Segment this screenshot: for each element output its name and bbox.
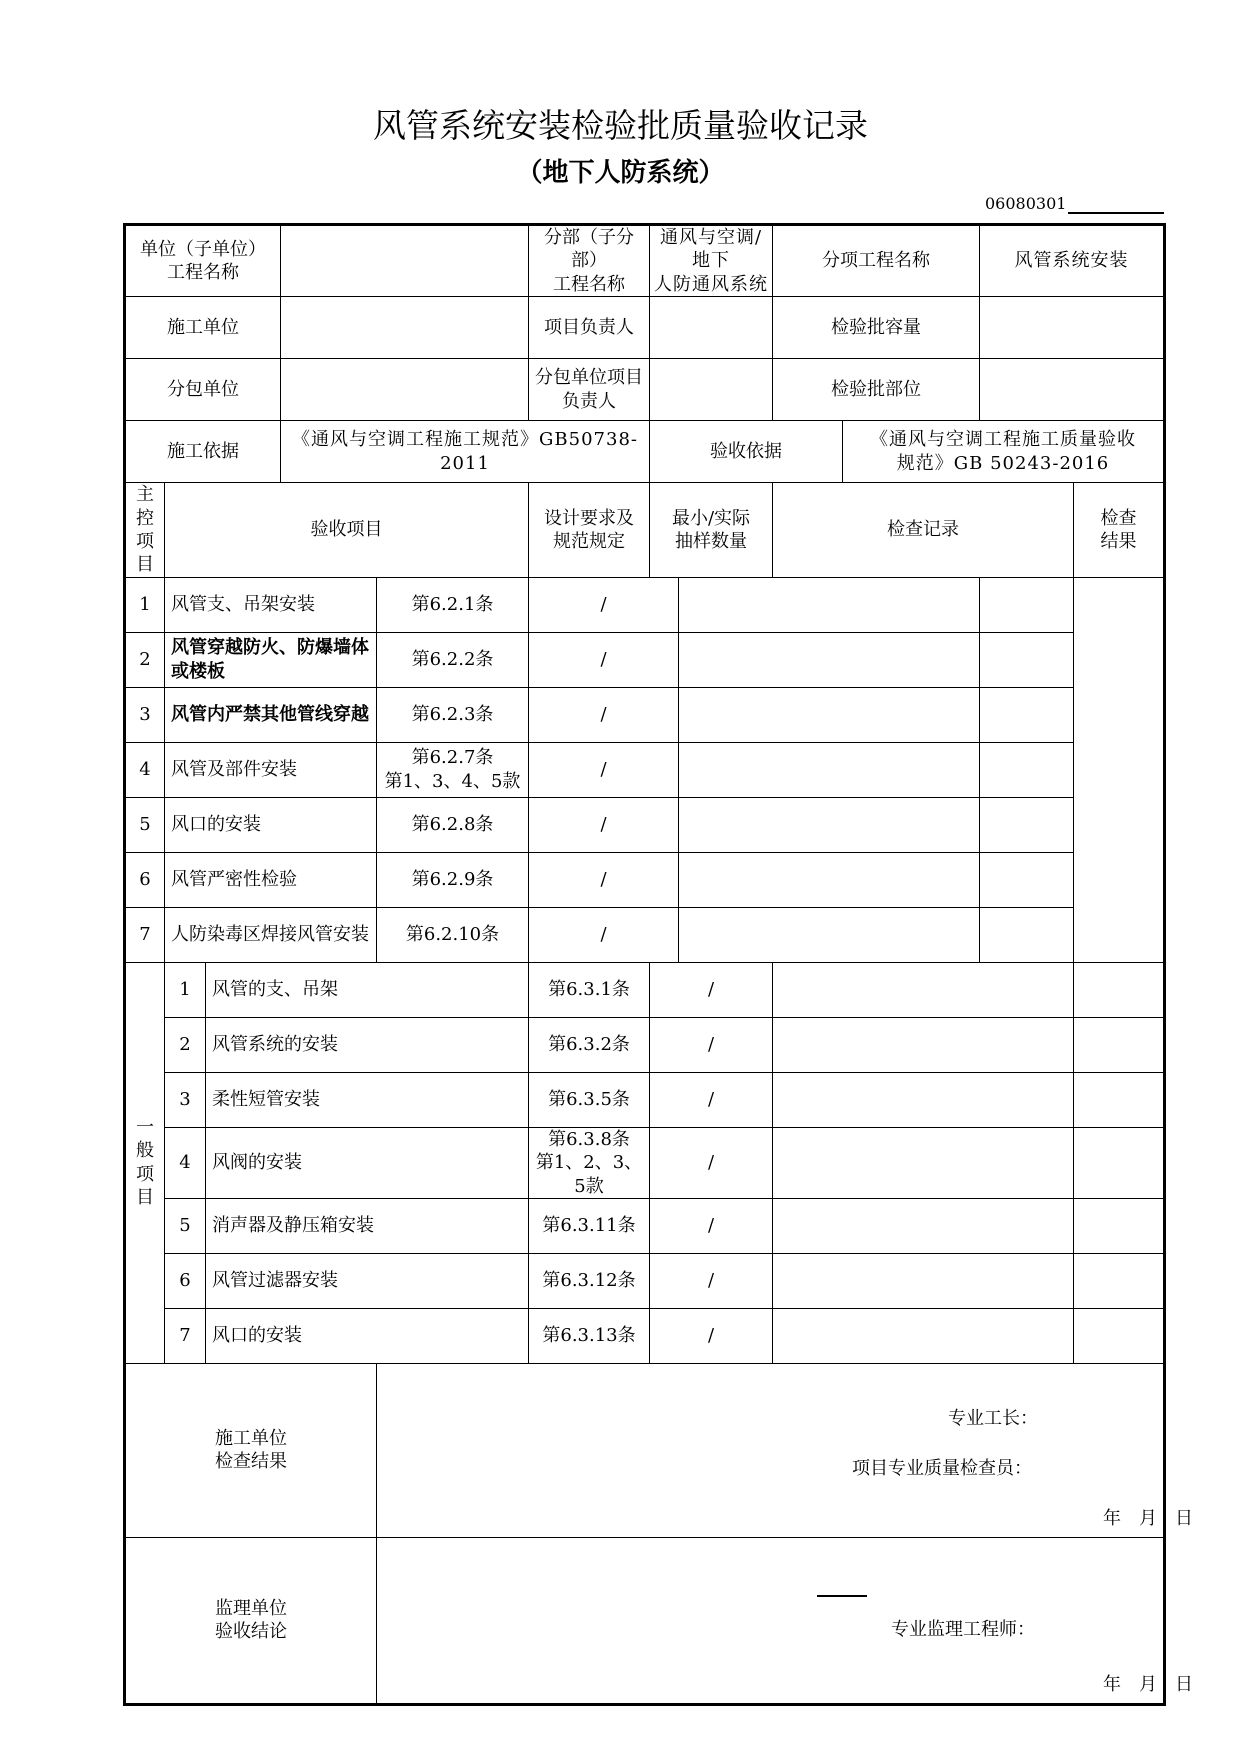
table-row xyxy=(125,632,1165,687)
table-row xyxy=(125,852,1165,907)
general-items xyxy=(125,962,1165,1363)
item-requirement: 第6.2.7条 第1、3、4、5款 xyxy=(377,742,529,797)
item-number: 4 xyxy=(125,742,165,797)
item-result[interactable] xyxy=(1074,1127,1165,1198)
item-number: 5 xyxy=(165,1198,206,1253)
item-requirement: 第6.2.8条 xyxy=(377,797,529,852)
pm-value[interactable] xyxy=(650,297,773,359)
item-number: 1 xyxy=(125,577,165,632)
item-requirement: 第6.3.12条 xyxy=(529,1253,650,1308)
division-label: 分部（子分部） 工程名称 xyxy=(529,225,650,297)
item-result[interactable] xyxy=(980,687,1074,742)
item-name: 风管严密性检验 xyxy=(165,852,377,907)
item-name: 风管的支、吊架 xyxy=(206,962,529,1017)
table-row xyxy=(125,1017,1165,1072)
item-name: 消声器及静压箱安装 xyxy=(206,1198,529,1253)
location-value[interactable] xyxy=(980,359,1165,421)
item-name: 人防染毒区焊接风管安装 xyxy=(165,907,377,962)
item-requirement: 第6.2.3条 xyxy=(377,687,529,742)
unit-value[interactable] xyxy=(281,225,529,297)
basis-value: 《通风与空调工程施工规范》GB50738- 2011 xyxy=(281,421,650,483)
construction-check-area[interactable] xyxy=(377,1363,1194,1537)
column-record: 检查记录 xyxy=(773,483,1074,578)
main-control-label: 主 控 项 目 xyxy=(125,483,165,578)
basis-label: 施工依据 xyxy=(125,421,281,483)
general-label: 一 般 项 目 xyxy=(125,962,165,1363)
item-name: 风口的安装 xyxy=(165,797,377,852)
construction-date: 年 月 日 xyxy=(1103,1507,1194,1529)
column-requirement: 设计要求及 规范规定 xyxy=(529,483,650,578)
item-name: 风管及部件安装 xyxy=(165,742,377,797)
location-label: 检验批部位 xyxy=(773,359,980,421)
capacity-value[interactable] xyxy=(980,297,1165,359)
sub-pm-label: 分包单位项目 负责人 xyxy=(529,359,650,421)
item-number: 5 xyxy=(125,797,165,852)
supervision-label: 监理单位 验收结论 xyxy=(125,1537,377,1704)
item-record[interactable] xyxy=(679,797,980,852)
table-row xyxy=(125,1198,1165,1253)
table-row xyxy=(125,907,1165,962)
column-item: 验收项目 xyxy=(165,483,529,578)
item-record[interactable] xyxy=(773,1017,1074,1072)
table-row xyxy=(125,1127,1165,1198)
item-sample[interactable]: / xyxy=(529,907,679,962)
item-sample[interactable]: / xyxy=(650,1072,773,1127)
item-requirement: 第6.2.9条 xyxy=(377,852,529,907)
item-requirement: 第6.3.1条 xyxy=(529,962,650,1017)
item-sample[interactable]: / xyxy=(650,1253,773,1308)
item-record[interactable] xyxy=(773,1127,1074,1198)
item-record[interactable] xyxy=(773,1198,1074,1253)
inspection-form xyxy=(123,223,1194,1706)
pm-label: 项目负责人 xyxy=(529,297,650,359)
item-sample[interactable]: / xyxy=(650,1127,773,1198)
subcontractor-label: 分包单位 xyxy=(125,359,281,421)
page-subtitle: （地下人防系统） xyxy=(516,158,725,188)
subitem-label: 分项工程名称 xyxy=(773,225,980,297)
item-record[interactable] xyxy=(679,852,980,907)
item-requirement: 第6.3.8条 第1、2、3、5款 xyxy=(529,1127,650,1198)
subitem-value: 风管系统安装 xyxy=(980,225,1165,297)
item-sample[interactable]: / xyxy=(650,962,773,1017)
item-result[interactable] xyxy=(980,577,1074,632)
column-sample: 最小/实际 抽样数量 xyxy=(650,483,773,578)
item-name: 风口的安装 xyxy=(206,1308,529,1363)
item-record[interactable] xyxy=(679,742,980,797)
item-sample[interactable]: / xyxy=(529,797,679,852)
item-requirement: 第6.2.10条 xyxy=(377,907,529,962)
item-name: 风管过滤器安装 xyxy=(206,1253,529,1308)
item-record[interactable] xyxy=(773,1072,1074,1127)
item-result[interactable] xyxy=(1074,1253,1165,1308)
item-sample[interactable]: / xyxy=(529,742,679,797)
table-row xyxy=(125,962,1165,1017)
item-name: 风管系统的安装 xyxy=(206,1017,529,1072)
item-sample[interactable]: / xyxy=(529,632,679,687)
item-sample[interactable]: / xyxy=(650,1308,773,1363)
item-result[interactable] xyxy=(1074,1017,1165,1072)
item-record[interactable] xyxy=(679,577,980,632)
signature-mark xyxy=(817,1595,867,1597)
item-sample[interactable]: / xyxy=(529,577,679,632)
contractor-label: 施工单位 xyxy=(125,297,281,359)
division-value: 通风与空调/地下 人防通风系统 xyxy=(650,225,773,297)
item-name: 风管支、吊架安装 xyxy=(165,577,377,632)
unit-label: 单位（子单位） 工程名称 xyxy=(125,225,281,297)
acceptance-basis-label: 验收依据 xyxy=(650,421,843,483)
item-name: 柔性短管安装 xyxy=(206,1072,529,1127)
item-number: 7 xyxy=(165,1308,206,1363)
table-row xyxy=(125,1072,1165,1127)
item-number: 3 xyxy=(165,1072,206,1127)
foreman-label: 专业工长： xyxy=(948,1407,1039,1429)
supervision-date: 年 月 日 xyxy=(1103,1673,1194,1695)
item-record[interactable] xyxy=(679,687,980,742)
form-code-blank[interactable] xyxy=(1068,212,1164,214)
item-result[interactable] xyxy=(1074,1198,1165,1253)
item-number: 2 xyxy=(125,632,165,687)
item-requirement: 第6.3.2条 xyxy=(529,1017,650,1072)
item-record[interactable] xyxy=(679,907,980,962)
item-sample[interactable]: / xyxy=(650,1017,773,1072)
table-row xyxy=(125,687,1165,742)
supervising-engineer-label: 专业监理工程师： xyxy=(891,1618,1036,1640)
item-result[interactable] xyxy=(1074,1308,1165,1363)
page-title: 风管系统安装检验批质量验收记录 xyxy=(373,106,868,145)
item-number: 4 xyxy=(165,1127,206,1198)
item-name: 风阀的安装 xyxy=(206,1127,529,1198)
item-number: 1 xyxy=(165,962,206,1017)
column-result: 检查 结果 xyxy=(1074,483,1165,578)
table-row xyxy=(125,1253,1165,1308)
item-record[interactable] xyxy=(679,632,980,687)
sub-pm-value[interactable] xyxy=(650,359,773,421)
item-record[interactable] xyxy=(773,1253,1074,1308)
item-result[interactable] xyxy=(980,797,1074,852)
quality-inspector-label: 项目专业质量检查员： xyxy=(852,1457,1033,1479)
construction-check-label: 施工单位 检查结果 xyxy=(125,1363,377,1537)
item-result[interactable] xyxy=(980,852,1074,907)
item-name: 风管穿越防火、防爆墙体或楼板 xyxy=(165,632,377,687)
form-code: 06080301 xyxy=(985,194,1067,213)
item-requirement: 第6.3.11条 xyxy=(529,1198,650,1253)
supervision-area[interactable] xyxy=(377,1537,1194,1704)
item-result[interactable] xyxy=(980,742,1074,797)
item-number: 2 xyxy=(165,1017,206,1072)
item-requirement: 第6.2.2条 xyxy=(377,632,529,687)
contractor-value[interactable] xyxy=(281,297,529,359)
table-row xyxy=(125,577,1165,632)
item-sample[interactable]: / xyxy=(529,687,679,742)
item-result[interactable] xyxy=(980,907,1074,962)
item-number: 7 xyxy=(125,907,165,962)
item-requirement: 第6.2.1条 xyxy=(377,577,529,632)
item-record[interactable] xyxy=(773,1308,1074,1363)
item-result[interactable] xyxy=(980,632,1074,687)
item-name: 风管内严禁其他管线穿越 xyxy=(165,687,377,742)
item-sample[interactable]: / xyxy=(529,852,679,907)
item-number: 3 xyxy=(125,687,165,742)
item-number: 6 xyxy=(165,1253,206,1308)
table-row xyxy=(125,1308,1165,1363)
main-items xyxy=(125,577,1165,962)
capacity-label: 检验批容量 xyxy=(773,297,980,359)
item-result[interactable] xyxy=(1074,1072,1165,1127)
item-requirement: 第6.3.5条 xyxy=(529,1072,650,1127)
table-row xyxy=(125,797,1165,852)
item-sample[interactable]: / xyxy=(650,1198,773,1253)
item-number: 6 xyxy=(125,852,165,907)
item-record[interactable] xyxy=(773,962,1074,1017)
table-row xyxy=(125,742,1165,797)
item-result[interactable] xyxy=(1074,962,1165,1017)
acceptance-basis-value: 《通风与空调工程施工质量验收 规范》GB 50243-2016 xyxy=(843,421,1165,483)
item-requirement: 第6.3.13条 xyxy=(529,1308,650,1363)
subcontractor-value[interactable] xyxy=(281,359,529,421)
